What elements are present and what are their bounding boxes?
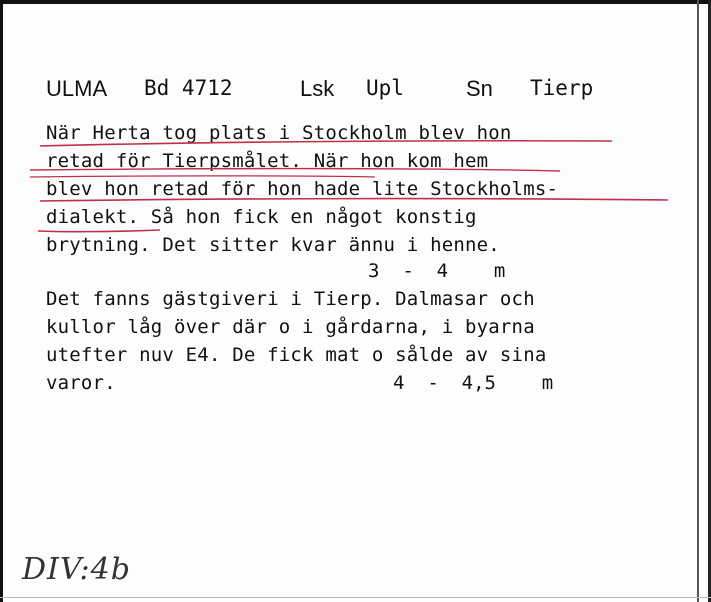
underline-3	[40, 199, 668, 201]
underline-1	[40, 141, 612, 146]
entry-1-line-5: brytning. Det sitter kvar ännu i henne.	[46, 234, 500, 256]
entry-1-tape-position: 3 - 4 m	[368, 260, 506, 282]
entry-1-line-4: dialekt. Så hon fick en något konstig	[46, 206, 477, 228]
entry-2-line-4: varor.	[46, 372, 116, 394]
county-label: Lsk	[300, 76, 335, 101]
entry-2-line-1: Det fanns gästgiveri i Tierp. Dalmasar och	[46, 288, 535, 310]
parish-value: Tierp	[530, 76, 594, 100]
entry-1-line-2: retad för Tierpsmålet. När hon kom hem	[46, 150, 489, 172]
underline-2b	[30, 176, 375, 177]
entry-1-line-3: blev hon retad för hon hade lite Stockholms-	[46, 178, 559, 200]
underline-4	[38, 230, 160, 232]
handwritten-signum: DIV:4b	[22, 552, 131, 587]
archive-code: ULMA	[46, 76, 108, 101]
entry-1-line-1: När Herta tog plats i Stockholm blev hon	[46, 122, 512, 144]
entry-2-line-3: utefter nuv E4. De fick mat o sålde av sina	[46, 344, 547, 366]
volume-number: Bd 4712	[144, 76, 233, 100]
underline-2	[30, 169, 560, 171]
entry-2-line-2: kullor låg över där o i gårdarna, i byarna	[46, 316, 535, 338]
parish-label: Sn	[466, 76, 493, 101]
county-value: Upl	[366, 76, 404, 100]
entry-2-tape-position: 4 - 4,5 m	[393, 372, 554, 394]
